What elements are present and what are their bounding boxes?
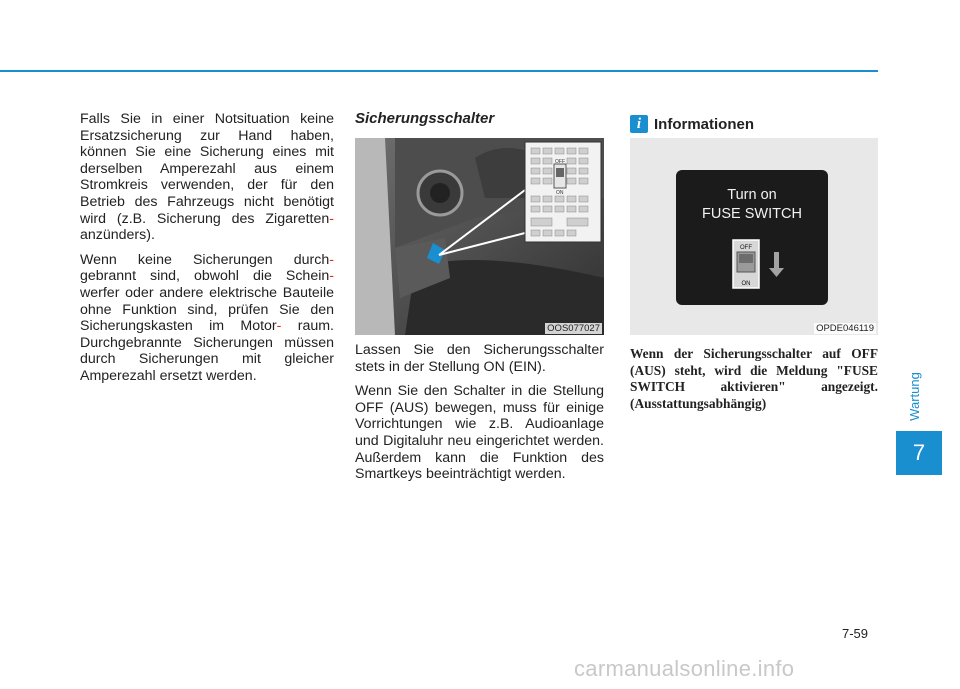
hyphen: - [276, 318, 282, 335]
info-title: Informationen [654, 115, 754, 133]
paragraph-keep-on: Lassen Sie den Sicherungsschalter stets in der Stellung ON (EIN). [355, 342, 604, 375]
hyphen: - [329, 251, 334, 268]
car-interior-illustration [355, 138, 604, 335]
info-icon: i [630, 115, 648, 133]
paragraph-switch-off-effects: Wenn Sie den Schalter in die Stellung OFF (AUS) bewegen, muss für einige Vorrichtungen wie z.B. Audioanlage und Digitaluhr neu eingerichtet werden. Außerdem kann die Funktion des Smartkeys beeinträchtigt werden. [355, 383, 604, 483]
paragraph-emergency-fuse: Falls Sie in einer Notsituation keine Ersatzsicherung zur Hand haben, können Sie eine Sicherung eines mit derselben Amperezahl aus einem Stromkreis verwenden, der für den Betrieb des Fahrzeugs nicht benötigt wird (z.B. Sicherung des Zigaretten- anzünders). [80, 111, 334, 244]
section-title: Sicherungsschalter [355, 110, 495, 127]
fuse-switch-location-image [355, 138, 604, 335]
page-number: 7-59 [842, 626, 869, 641]
switch-on-label: ON [741, 281, 751, 287]
top-rule [0, 70, 878, 72]
image-code: OOS077027 [547, 323, 600, 334]
chapter-tab: 7 [896, 431, 942, 475]
fuse-off-label: OFF [555, 159, 565, 165]
section-side-label: Wartung [906, 371, 922, 421]
info-body: Wenn der Sicherungsschalter auf OFF (AUS) steht, wird die Meldung "FUSE SWITCH aktivieren" angezeigt. (Ausstattungsabhängig) [630, 346, 878, 411]
fuse-switch-icon [676, 170, 828, 305]
image-code: OPDE046119 [816, 323, 874, 334]
hyphen: - [329, 210, 334, 227]
left-column [80, 111, 334, 393]
panel-line-2: FUSE SWITCH [702, 206, 802, 222]
cluster-display-panel [676, 170, 828, 305]
middle-column-text [355, 342, 604, 491]
hyphen: - [329, 268, 334, 285]
paragraph-no-blown-fuses: Wenn keine Sicherungen durch- gebrannt sind, obwohl die Schein- werfer oder andere elektrische Bauteile ohne Funktion sind, prüfen Sie den Sicherungskasten im Motor- raum. Durchgebrannte Sicherungen müssen durch Sicherungen mit gleicher Amperezahl ersetzt werden. [80, 251, 334, 384]
info-heading [630, 115, 754, 133]
arrow-down-icon [769, 268, 784, 277]
watermark: carmanualsonline.info [574, 656, 795, 681]
fuse-on-label: ON [556, 190, 564, 196]
switch-off-label: OFF [740, 245, 752, 251]
panel-line-1: Turn on [727, 187, 777, 203]
